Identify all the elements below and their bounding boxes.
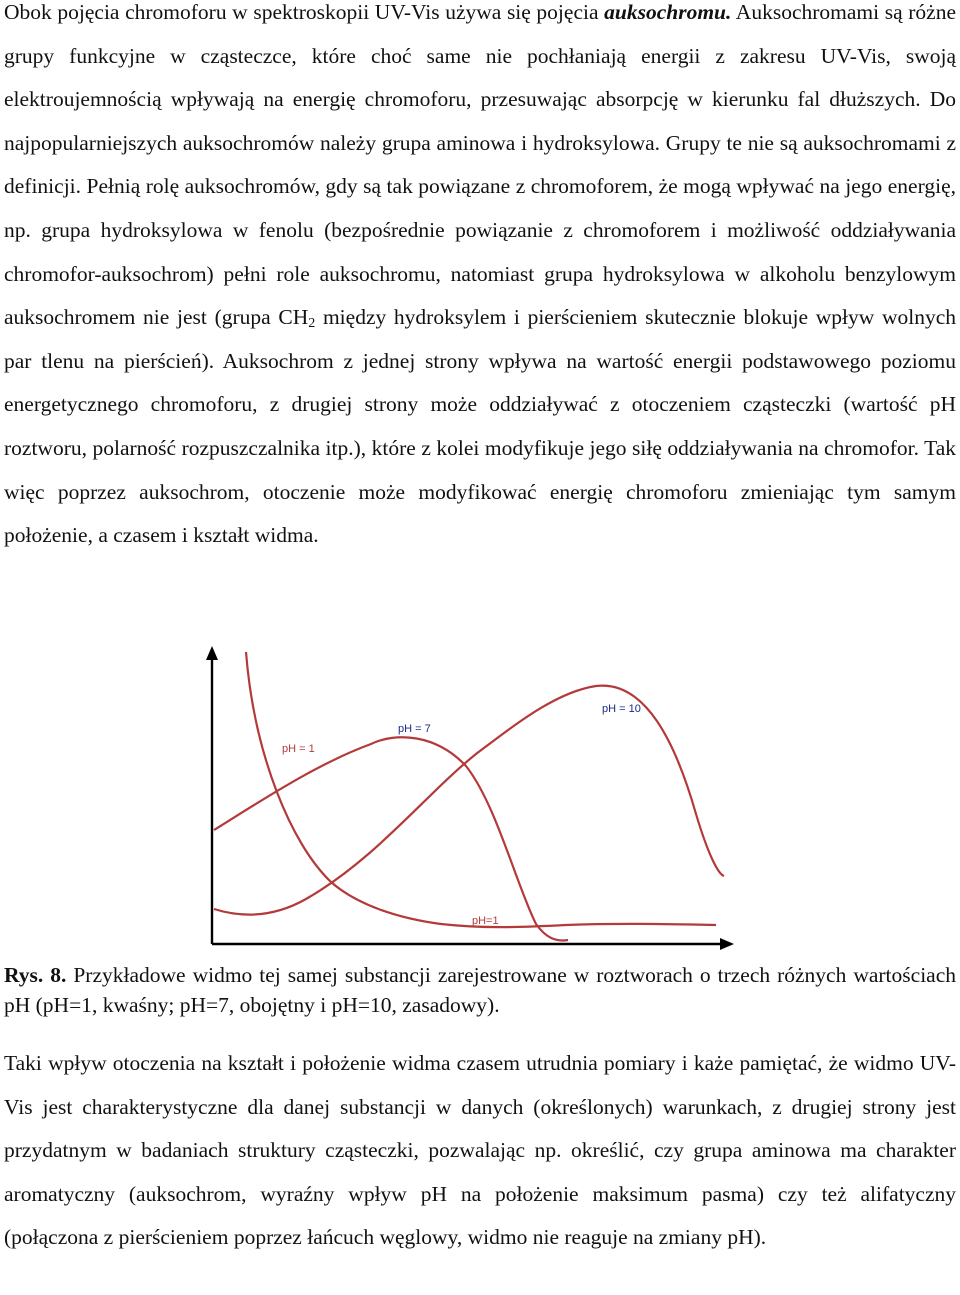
- caption-text: Przykładowe widmo tej samej substancji zarejestrowane w roztworach o trzech różnych wartościach pH (pH=1, kwaśny; pH=7, obojętny i pH=10, zasadowy).: [4, 963, 957, 1017]
- figure-caption: [4, 960, 956, 1020]
- label-ph7: pH = 7: [398, 723, 431, 735]
- x-axis-arrow-icon: [720, 938, 734, 950]
- spectrum-figure: [196, 644, 740, 954]
- paragraph-text: Obok pojęcia chromoforu w spektroskopii UV-Vis używa się pojęcia: [4, 0, 605, 24]
- term-auxochrome: auksochromu.: [604, 0, 732, 24]
- subscript-2: 2: [308, 316, 316, 332]
- paragraph-text: między hydroksylem i pierścieniem skutecznie blokuje wpływ wolnych par tlenu na pierścień). Auksochrom z jednej strony wpływa na wartość energii podstawowego poziomu energetycznego chromoforu, z drugiej strony może oddziaływać z otoczeniem cząsteczki (wartość pH roztworu, polarność rozpuszczalnika itp.), które z kolei modyfikuje jego siłę oddziaływania na chromofor. Tak więc poprzez auksochrom, otoczenie może modyfikować energię chromoforu zmieniając tym samym położenie, a czasem i kształt widma.: [4, 305, 956, 548]
- label-ph1-left: pH = 1: [282, 743, 315, 755]
- paragraph-auxochrome-definition: [4, 0, 956, 558]
- caption-label: Rys. 8.: [4, 963, 67, 987]
- y-axis-arrow-icon: [206, 646, 218, 660]
- curve-ph-10: [214, 686, 724, 915]
- spectrum-plot: [196, 644, 740, 954]
- curve-ph-7: [214, 737, 568, 940]
- paragraph-text: Auksochromami są różne grupy funkcyjne w cząsteczce, które choć same nie pochłaniają energii z zakresu UV-Vis, swoją elektroujemnością wpływają na energię chromoforu, przesuwając absorpcję w kierunku fal dłuższych. Do najpopularniejszych auksochromów należy grupa aminowa i hydroksylowa. Grupy te nie są auksochromami z definicji. Pełnią rolę auksochromów, gdy są tak powiązane z chromoforem, że mogą wpływać na jego energię, np. grupa hydroksylowa w fenolu (bezpośrednie powiązanie z chromoforem i możliwość oddziaływania chromofor-auksochrom) pełni role auksochromu, natomiast grupa hydroksylowa w alkoholu benzylowym auksochromem nie jest (grupa CH: [4, 0, 956, 330]
- paragraph-ph-influence: Taki wpływ otoczenia na kształt i położenie widma czasem utrudnia pomiary i każe pamiętać, że widmo UV-Vis jest charakterystyczne dla danej substancji w danych (określonych) warunkach, z drugiej strony jest przydatnym w badaniach struktury cząsteczki, pozwalając np. określić, czy grupa aminowa ma charakter aromatyczny (auksochrom, wyraźny wpływ pH na położenie maksimum pasma) czy też alifatyczny (połączona z pierścieniem poprzez łańcuch węglowy, widmo nie reaguje na zmiany pH).: [4, 1051, 956, 1250]
- label-ph10: pH = 10: [602, 703, 641, 715]
- label-ph1-bottom: pH=1: [472, 915, 499, 927]
